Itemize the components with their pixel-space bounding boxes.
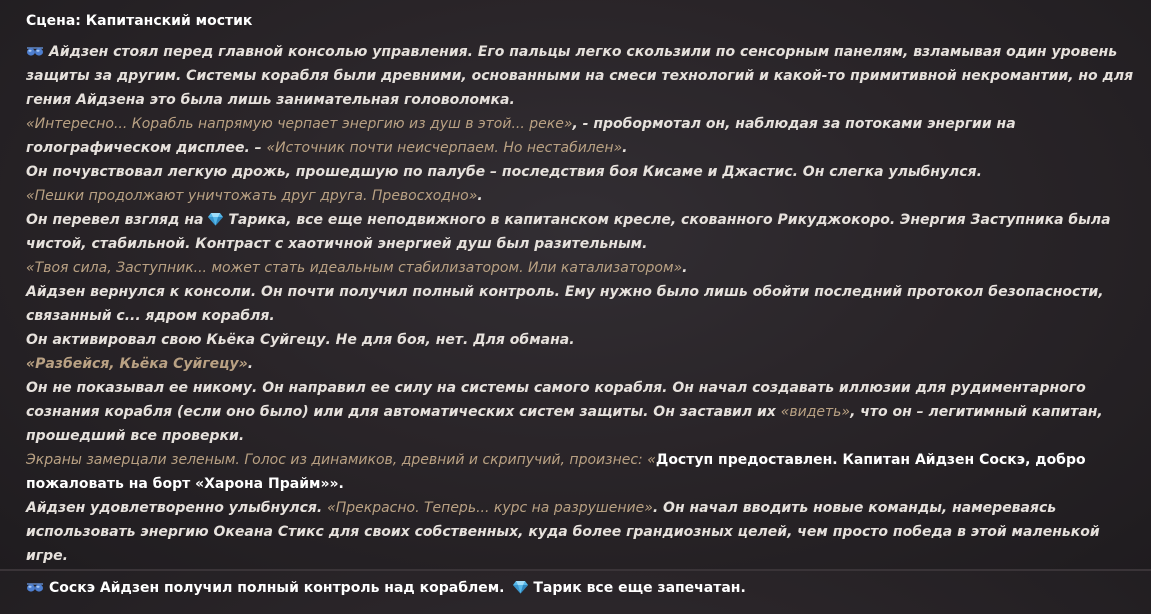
dialogue-quote: «видеть» xyxy=(780,404,851,420)
paragraph-tremor xyxy=(26,160,1138,184)
narration-text: Он перевел взгляд на xyxy=(26,212,209,228)
narration-text: Тарика, все еще неподвижного в капитанском кресле, скованного Рикуджокоро. Энергия Заступника была чистой, стабильной. Контраст с хаотичной энергией душ был разительным. xyxy=(26,212,1111,252)
narration-text: . xyxy=(247,356,254,372)
dialogue-quote: «Разбейся, Кьёка Суйгецу» xyxy=(26,356,248,372)
narration-text: Айдзен вернулся к консоли. Он почти получил полный контроль. Ему нужно было лишь обойти последний протокол безопасности, связанный с... ядром корабля. xyxy=(26,284,1104,324)
dialogue-quote: «Источник почти неисчерпаем. Но нестабилен» xyxy=(266,140,623,156)
scene-title: Сцена: Капитанский мостик xyxy=(26,13,253,29)
narration-text: . xyxy=(682,260,688,276)
paragraph-destruction xyxy=(26,496,1138,568)
system-voice-text: Доступ предоставлен. Капитан Айдзен Соскэ, добро пожаловать на борт «Харона Прайм» xyxy=(26,452,1086,492)
narration-text: Он почувствовал легкую дрожь, прошедшую по палубе – последствия боя Кисаме и Джастис. Он слегка улыбнулся. xyxy=(26,164,982,180)
status-aizen: Соскэ Айдзен получил полный контроль над кораблем. xyxy=(49,580,505,596)
story-message xyxy=(26,8,1138,614)
paragraph-stabilizer xyxy=(26,256,1138,280)
paragraph-soul-river xyxy=(26,112,1138,160)
paragraph-intro xyxy=(26,40,1138,112)
dialogue-quote: «Интересно... Корабль напрямую черпает энергию из душ в этой... реке» xyxy=(26,116,573,132)
sunglasses-emoji-icon xyxy=(26,44,44,58)
gem-stone-emoji-icon xyxy=(208,212,223,226)
paragraph-kyoka xyxy=(26,328,1138,352)
paragraph-pawns xyxy=(26,184,1138,208)
dialogue-quote: «Твоя сила, Заступник... может стать идеальным стабилизатором. Или катализатором» xyxy=(26,260,683,276)
paragraph-console xyxy=(26,280,1138,328)
system-voice-text: ». xyxy=(329,476,344,492)
sunglasses-emoji-icon xyxy=(26,580,44,594)
gem-stone-emoji-icon xyxy=(513,580,528,594)
dialogue-quote: « xyxy=(647,452,656,468)
narration-text: Айдзен удовлетворенно улыбнулся. xyxy=(26,500,328,516)
narration-text: . xyxy=(477,188,483,204)
narration-text: , - пробормотал он, наблюдая за потоками энергии на голографическом дисплее. – xyxy=(26,116,1016,156)
dialogue-quote: «Прекрасно. Теперь... курс на разрушение» xyxy=(327,500,653,516)
paragraph-shatter xyxy=(26,352,1138,376)
narration-text: . Он начал вводить новые команды, намереваясь использовать энергию Океана Стикс для своих собственных, куда более грандиозных целей, чем просто победа в этой маленькой игре. xyxy=(26,500,1100,564)
paragraph-illusion xyxy=(26,376,1138,448)
narration-text: . xyxy=(622,140,628,156)
narration-text: Он активировал свою Кьёка Суйгецу. Не для боя, нет. Для обмана. xyxy=(26,332,575,348)
narration-text: Айдзен стоял перед главной консолью управления. Его пальцы легко скользили по сенсорным панелям, взламывая один уровень защиты за другим. Системы корабля были древними, основанными на смеси технологий и какой-то примитивной некромантии, но для гения Айдзена это была лишь занимательная головоломка. xyxy=(26,44,1134,108)
narration-text: , что он – легитимный капитан, прошедший все проверки. xyxy=(26,404,1103,444)
paragraph-access xyxy=(26,448,1138,496)
dialogue-quote: «Пешки продолжают уничтожать друг друга. Превосходно» xyxy=(26,188,478,204)
status-tarik: Тарик все еще запечатан. xyxy=(533,580,746,596)
narration-text: Экраны замерцали зеленым. Голос из динамиков, древний и скрипучий, произнес: xyxy=(26,452,648,468)
narration-text: Он не показывал ее никому. Он направил ее силу на системы самого корабля. Он начал создавать иллюзии для рудиментарного сознания корабля (если оно было) или для автоматических систем защиты. Он заставил их xyxy=(26,380,1086,420)
paragraph-tarik xyxy=(26,208,1138,256)
status-summary xyxy=(26,576,1138,600)
